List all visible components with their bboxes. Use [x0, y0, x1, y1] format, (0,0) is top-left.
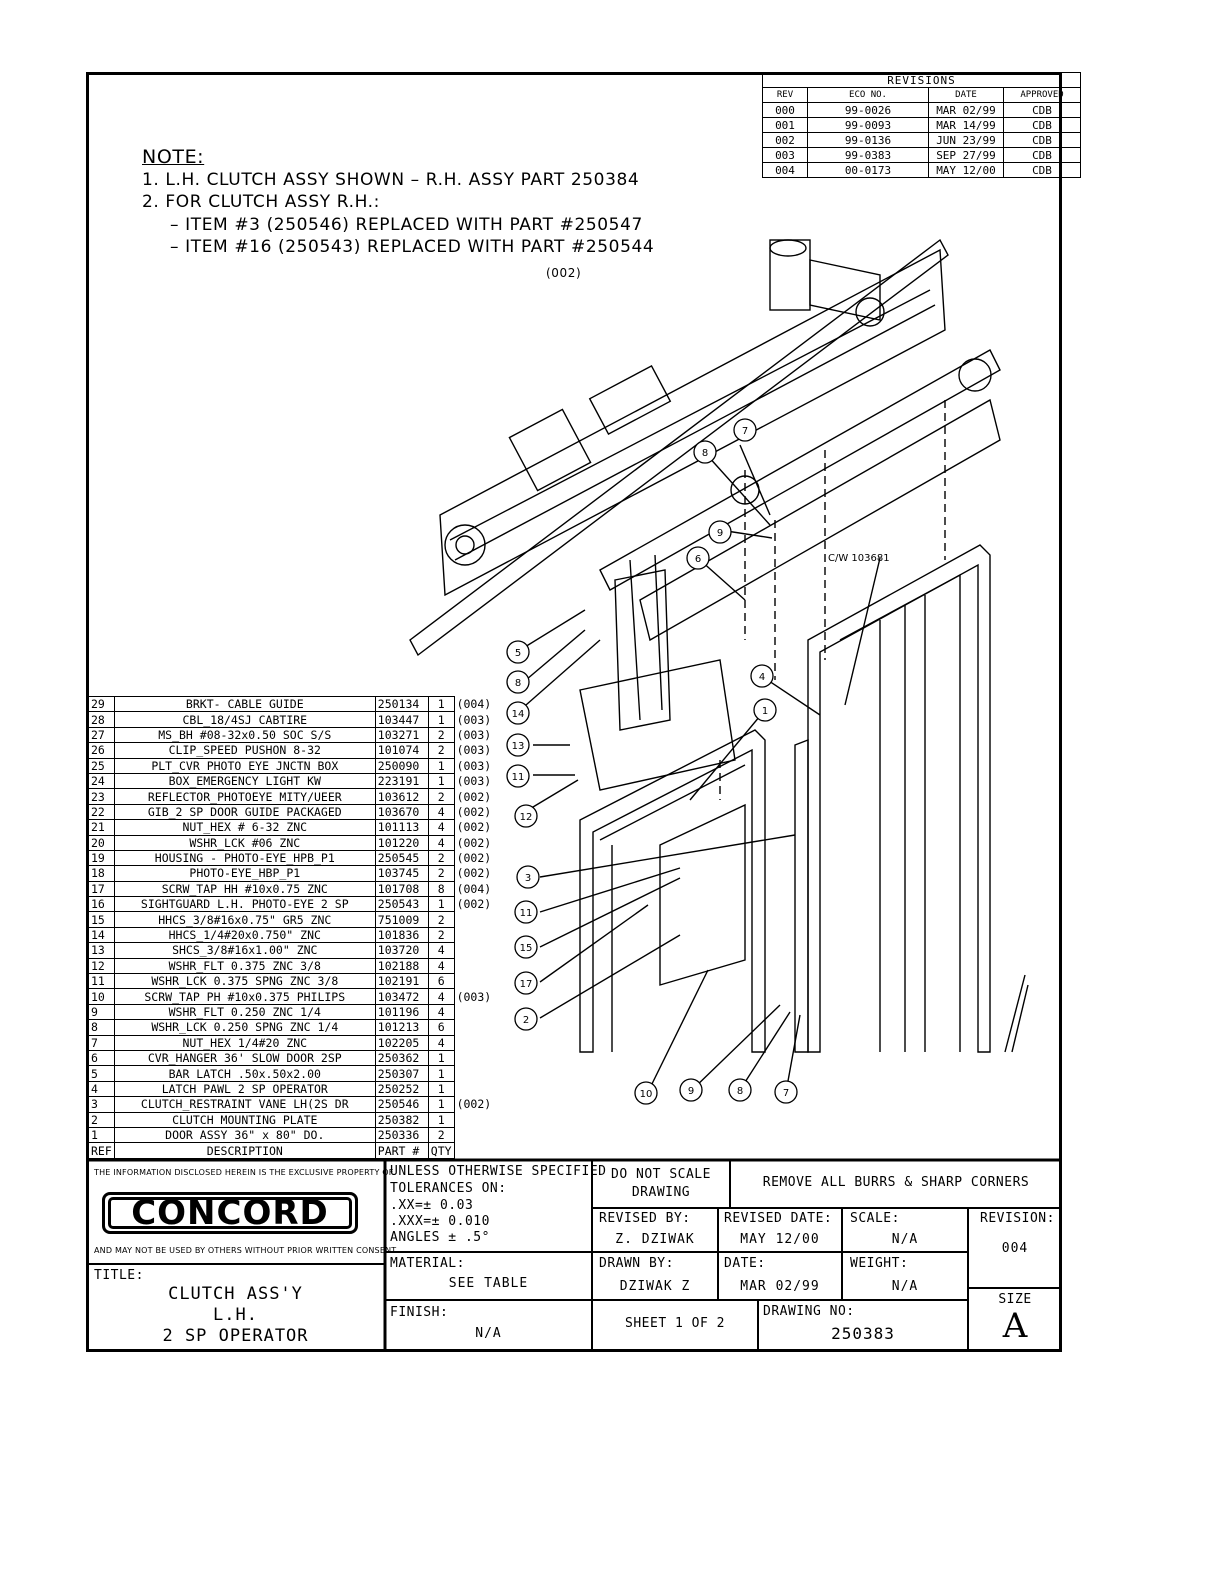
parts-part-cell: 101220 — [375, 835, 428, 850]
parts-header-ref: REF — [89, 1143, 115, 1158]
size-label: SIZE — [998, 1292, 1032, 1307]
callout-number: 8 — [514, 678, 522, 689]
parts-note-cell: (002) — [456, 1097, 492, 1112]
parts-desc-cell: WSHR_FLT 0.250 ZNC 1/4 — [114, 1004, 375, 1019]
parts-header-part: PART # — [375, 1143, 428, 1158]
drawing-number-label: DRAWING NO: — [763, 1304, 855, 1319]
parts-ref-cell: 29 — [89, 697, 115, 712]
tolerance-line-3: .XX=± 0.03 — [390, 1198, 474, 1213]
parts-desc-cell: WSHR_LCK 0.250 SPNG ZNC 1/4 — [114, 1020, 375, 1035]
parts-ref-cell: 16 — [89, 897, 115, 912]
parts-qty-cell: 4 — [428, 943, 454, 958]
parts-qty-cell: 1 — [428, 1081, 454, 1096]
parts-part-cell: 250307 — [375, 1066, 428, 1081]
do-not-scale-line-1: DO NOT SCALE — [611, 1167, 711, 1182]
parts-qty-cell: 2 — [428, 743, 454, 758]
parts-note-cell: (004) — [456, 697, 492, 712]
parts-desc-cell: LATCH PAWL 2 SP OPERATOR — [114, 1081, 375, 1096]
property-note-bottom: AND MAY NOT BE USED BY OTHERS WITHOUT PRIOR WRITTEN CONSENT — [94, 1246, 397, 1255]
parts-part-cell: 103720 — [375, 943, 428, 958]
property-note-top: THE INFORMATION DISCLOSED HEREIN IS THE EXCLUSIVE PROPERTY OF — [94, 1168, 394, 1177]
parts-qty-cell: 4 — [428, 804, 454, 819]
parts-part-cell: 101708 — [375, 881, 428, 896]
parts-part-cell: 223191 — [375, 773, 428, 788]
revision-cell: CDB — [1004, 148, 1081, 163]
revision-cell: 001 — [763, 118, 808, 133]
weight-value: N/A — [891, 1279, 919, 1294]
scale-label: SCALE: — [850, 1211, 900, 1226]
callout-number: 13 — [511, 741, 525, 752]
revision-cell: 99-0026 — [808, 103, 929, 118]
parts-header-desc: DESCRIPTION — [114, 1143, 375, 1158]
parts-desc-cell: CBL_18/4SJ CABTIRE — [114, 712, 375, 727]
parts-ref-cell: 17 — [89, 881, 115, 896]
parts-note-cell: (002) — [456, 851, 492, 866]
parts-part-cell: 102191 — [375, 974, 428, 989]
parts-header-qty: QTY — [428, 1143, 454, 1158]
revision-cell: 003 — [763, 148, 808, 163]
revised-by-label: REVISED BY: — [599, 1211, 691, 1226]
parts-note-cell: (003) — [456, 727, 492, 742]
parts-desc-cell: CLUTCH MOUNTING PLATE — [114, 1112, 375, 1127]
revised-by-value: Z. DZIWAK — [615, 1232, 695, 1247]
revision-cell: CDB — [1004, 133, 1081, 148]
parts-ref-cell: 23 — [89, 789, 115, 804]
parts-desc-cell: WSHR_LCK 0.375 SPNG ZNC 3/8 — [114, 974, 375, 989]
revision-cell: MAR 02/99 — [929, 103, 1004, 118]
size-value: A — [1002, 1306, 1028, 1346]
parts-qty-cell: 1 — [428, 712, 454, 727]
parts-part-cell: 101213 — [375, 1020, 428, 1035]
revision-cell: MAY 12/00 — [929, 163, 1004, 178]
parts-desc-cell: PHOTO-EYE_HBP_P1 — [114, 866, 375, 881]
parts-part-cell: 103472 — [375, 989, 428, 1004]
parts-note-cell: (004) — [456, 881, 492, 896]
finish-label: FINISH: — [390, 1305, 449, 1320]
parts-part-cell: 250336 — [375, 1127, 428, 1142]
parts-desc-cell: REFLECTOR_PHOTOEYE MITY/UEER — [114, 789, 375, 804]
parts-note-cell: (002) — [456, 866, 492, 881]
notes-title: NOTE: — [142, 146, 205, 168]
parts-note-cell: (002) — [456, 835, 492, 850]
parts-qty-cell: 4 — [428, 958, 454, 973]
parts-note-cell: (002) — [456, 804, 492, 819]
parts-ref-cell: 4 — [89, 1081, 115, 1096]
sheet-number: SHEET 1 OF 2 — [625, 1316, 725, 1331]
title-line-1: CLUTCH ASS'Y — [168, 1284, 303, 1304]
revision-cell: 99-0383 — [808, 148, 929, 163]
parts-qty-cell: 1 — [428, 1066, 454, 1081]
tolerance-line-2: TOLERANCES ON: — [390, 1181, 507, 1196]
note-revision-tag: (002) — [546, 266, 582, 280]
parts-part-cell: 250545 — [375, 850, 428, 865]
parts-part-cell: 101074 — [375, 743, 428, 758]
date-value: MAR 02/99 — [740, 1279, 820, 1294]
parts-ref-cell: 21 — [89, 820, 115, 835]
callout-number: 4 — [758, 672, 766, 683]
parts-desc-cell: BOX_EMERGENCY LIGHT KW — [114, 773, 375, 788]
scale-value: N/A — [891, 1232, 919, 1247]
parts-desc-cell: GIB_2 SP DOOR GUIDE PACKAGED — [114, 804, 375, 819]
parts-part-cell: 250134 — [375, 697, 428, 712]
parts-ref-cell: 25 — [89, 758, 115, 773]
parts-part-cell: 250543 — [375, 897, 428, 912]
drawing-number-value: 250383 — [831, 1324, 895, 1343]
parts-note-cell: (003) — [456, 989, 492, 1004]
eco-col-header: ECO NO. — [808, 88, 929, 103]
title-line-3: 2 SP OPERATOR — [162, 1326, 309, 1346]
parts-ref-cell: 24 — [89, 773, 115, 788]
parts-qty-cell: 2 — [428, 727, 454, 742]
parts-qty-cell: 8 — [428, 881, 454, 896]
drawn-by-value: DZIWAK Z — [619, 1279, 691, 1294]
parts-desc-cell: HHCS_1/4#20x0.750" ZNC — [114, 927, 375, 942]
note-line-2: 2. FOR CLUTCH ASSY R.H.: — [142, 192, 381, 212]
material-label: MATERIAL: — [390, 1256, 465, 1271]
rev-col-header: REV — [763, 88, 808, 103]
parts-part-cell: 101113 — [375, 820, 428, 835]
callout-number: 8 — [701, 448, 709, 459]
revision-cell: 99-0136 — [808, 133, 929, 148]
parts-desc-cell: SIGHTGUARD L.H. PHOTO-EYE 2 SP — [114, 897, 375, 912]
note-line-3: – ITEM #3 (250546) REPLACED WITH PART #250547 — [170, 214, 643, 235]
parts-ref-cell: 7 — [89, 1035, 115, 1050]
parts-qty-cell: 1 — [428, 758, 454, 773]
parts-ref-cell: 19 — [89, 850, 115, 865]
revision-cell: 00-0173 — [808, 163, 929, 178]
parts-note-cell: (003) — [456, 774, 492, 789]
drawn-by-label: DRAWN BY: — [599, 1256, 674, 1271]
parts-note-cell: (003) — [456, 712, 492, 727]
parts-ref-cell: 20 — [89, 835, 115, 850]
parts-ref-cell: 14 — [89, 927, 115, 942]
parts-ref-cell: 8 — [89, 1020, 115, 1035]
revision-cell: MAR 14/99 — [929, 118, 1004, 133]
parts-part-cell: 250362 — [375, 1050, 428, 1065]
parts-desc-cell: HOUSING - PHOTO-EYE_HPB_P1 — [114, 850, 375, 865]
parts-desc-cell: NUT_HEX 1/4#20 ZNC — [114, 1035, 375, 1050]
parts-part-cell: 102188 — [375, 958, 428, 973]
parts-desc-cell: WSHR_LCK #06 ZNC — [114, 835, 375, 850]
parts-note-cell: (002) — [456, 897, 492, 912]
parts-desc-cell: CVR_HANGER 36' SLOW DOOR 2SP — [114, 1050, 375, 1065]
parts-part-cell: 250090 — [375, 758, 428, 773]
callout-number: 10 — [639, 1089, 653, 1100]
callout-number: 17 — [519, 979, 533, 990]
revisions-caption: REVISIONS — [763, 73, 1081, 88]
callout-number: 11 — [519, 908, 533, 919]
parts-ref-cell: 3 — [89, 1097, 115, 1112]
revision-cell: CDB — [1004, 118, 1081, 133]
parts-qty-cell: 1 — [428, 697, 454, 712]
parts-qty-cell: 6 — [428, 974, 454, 989]
callout-number: 3 — [524, 873, 532, 884]
parts-qty-cell: 4 — [428, 835, 454, 850]
callout-number: 1 — [761, 706, 769, 717]
parts-part-cell: 250546 — [375, 1097, 428, 1112]
note-line-1: 1. L.H. CLUTCH ASSY SHOWN – R.H. ASSY PART 250384 — [142, 169, 640, 190]
parts-qty-cell: 1 — [428, 1050, 454, 1065]
parts-qty-cell: 2 — [428, 789, 454, 804]
date-col-header: DATE — [929, 88, 1004, 103]
callout-number: 8 — [736, 1086, 744, 1097]
parts-desc-cell: CLIP_SPEED PUSHON 8-32 — [114, 743, 375, 758]
tolerance-line-1: UNLESS OTHERWISE SPECIFIED — [390, 1164, 607, 1179]
revised-date-label: REVISED DATE: — [724, 1211, 833, 1226]
parts-note-cell: (003) — [456, 758, 492, 773]
parts-qty-cell: 4 — [428, 1004, 454, 1019]
approved-col-header: APPROVED — [1004, 88, 1081, 103]
parts-ref-cell: 28 — [89, 712, 115, 727]
revision-cell: 000 — [763, 103, 808, 118]
revision-label: REVISION: — [980, 1211, 1055, 1226]
parts-ref-cell: 26 — [89, 743, 115, 758]
date-label: DATE: — [724, 1256, 766, 1271]
callout-number: 6 — [694, 554, 702, 565]
parts-desc-cell: NUT_HEX # 6-32 ZNC — [114, 820, 375, 835]
parts-part-cell: 250382 — [375, 1112, 428, 1127]
parts-qty-cell: 1 — [428, 897, 454, 912]
parts-ref-cell: 1 — [89, 1127, 115, 1142]
parts-note-cell: (002) — [456, 820, 492, 835]
parts-qty-cell: 2 — [428, 866, 454, 881]
parts-desc-cell: BRKT- CABLE GUIDE — [114, 697, 375, 712]
revision-cell: CDB — [1004, 163, 1081, 178]
revision-value: 004 — [1001, 1241, 1029, 1256]
tolerance-line-5: ANGLES ± .5° — [390, 1230, 490, 1245]
parts-part-cell: 751009 — [375, 912, 428, 927]
parts-part-cell: 103612 — [375, 789, 428, 804]
parts-ref-cell: 22 — [89, 804, 115, 819]
finish-value: N/A — [475, 1326, 502, 1341]
material-value: SEE TABLE — [448, 1276, 529, 1291]
parts-note-cell: (003) — [456, 743, 492, 758]
parts-ref-cell: 6 — [89, 1050, 115, 1065]
title-label: TITLE: — [94, 1268, 144, 1283]
burrs-note: REMOVE ALL BURRS & SHARP CORNERS — [762, 1175, 1030, 1190]
parts-qty-cell: 4 — [428, 989, 454, 1004]
revision-cell: 004 — [763, 163, 808, 178]
parts-ref-cell: 11 — [89, 974, 115, 989]
parts-note-cell: (002) — [456, 789, 492, 804]
callout-cw: C/W 103681 — [828, 553, 890, 564]
do-not-scale-line-2: DRAWING — [631, 1185, 691, 1200]
parts-desc-cell: SCRW_TAP HH #10x0.75 ZNC — [114, 881, 375, 896]
revision-cell: JUN 23/99 — [929, 133, 1004, 148]
callout-number: 7 — [741, 426, 749, 437]
parts-ref-cell: 27 — [89, 727, 115, 742]
parts-desc-cell: PLT_CVR PHOTO EYE JNCTN BOX — [114, 758, 375, 773]
parts-part-cell: 103745 — [375, 866, 428, 881]
parts-part-cell: 102205 — [375, 1035, 428, 1050]
parts-qty-cell: 2 — [428, 850, 454, 865]
parts-part-cell: 103447 — [375, 712, 428, 727]
parts-desc-cell: SCRW_TAP PH #10x0.375 PHILIPS — [114, 989, 375, 1004]
revision-cell: CDB — [1004, 103, 1081, 118]
revision-cell: 99-0093 — [808, 118, 929, 133]
note-line-4: – ITEM #16 (250543) REPLACED WITH PART #250544 — [170, 237, 655, 257]
parts-desc-cell: DOOR ASSY 36" x 80" DO. — [114, 1127, 375, 1142]
parts-qty-cell: 2 — [428, 927, 454, 942]
callout-number: 5 — [514, 648, 522, 659]
parts-desc-cell: MS_BH #08-32x0.50 SOC S/S — [114, 727, 375, 742]
revision-cell: SEP 27/99 — [929, 148, 1004, 163]
parts-qty-cell: 4 — [428, 820, 454, 835]
parts-part-cell: 103271 — [375, 727, 428, 742]
parts-qty-cell: 1 — [428, 773, 454, 788]
callout-number: 7 — [782, 1088, 790, 1099]
parts-desc-cell: HHCS_3/8#16x0.75" GR5 ZNC — [114, 912, 375, 927]
parts-ref-cell: 15 — [89, 912, 115, 927]
parts-ref-cell: 2 — [89, 1112, 115, 1127]
parts-ref-cell: 9 — [89, 1004, 115, 1019]
parts-desc-cell: WSHR_FLT 0.375 ZNC 3/8 — [114, 958, 375, 973]
callout-number: 14 — [511, 709, 525, 720]
parts-ref-cell: 12 — [89, 958, 115, 973]
parts-part-cell: 101836 — [375, 927, 428, 942]
parts-qty-cell: 2 — [428, 1127, 454, 1142]
callout-number: 11 — [511, 772, 525, 783]
callout-number: 12 — [519, 812, 533, 823]
revised-date-value: MAY 12/00 — [740, 1232, 820, 1247]
parts-desc-cell: BAR LATCH .50x.50x2.00 — [114, 1066, 375, 1081]
callout-number: 2 — [522, 1015, 530, 1026]
tolerance-line-4: .XXX=± 0.010 — [390, 1214, 490, 1229]
parts-ref-cell: 10 — [89, 989, 115, 1004]
callout-number: 9 — [687, 1086, 695, 1097]
parts-part-cell: 103670 — [375, 804, 428, 819]
logo-text: CONCORD — [108, 1197, 352, 1229]
title-line-2: L.H. — [213, 1305, 258, 1325]
callout-number: 9 — [716, 528, 724, 539]
parts-desc-cell: CLUTCH_RESTRAINT VANE LH(2S DR — [114, 1097, 375, 1112]
parts-qty-cell: 1 — [428, 1112, 454, 1127]
parts-ref-cell: 5 — [89, 1066, 115, 1081]
parts-qty-cell: 6 — [428, 1020, 454, 1035]
revision-cell: 002 — [763, 133, 808, 148]
concord-logo — [102, 1192, 358, 1234]
parts-qty-cell: 1 — [428, 1097, 454, 1112]
parts-qty-cell: 2 — [428, 912, 454, 927]
parts-part-cell: 101196 — [375, 1004, 428, 1019]
parts-ref-cell: 13 — [89, 943, 115, 958]
parts-desc-cell: SHCS_3/8#16x1.00" ZNC — [114, 943, 375, 958]
parts-ref-cell: 18 — [89, 866, 115, 881]
parts-qty-cell: 4 — [428, 1035, 454, 1050]
parts-part-cell: 250252 — [375, 1081, 428, 1096]
callout-number: 15 — [519, 943, 533, 954]
weight-label: WEIGHT: — [850, 1256, 909, 1271]
